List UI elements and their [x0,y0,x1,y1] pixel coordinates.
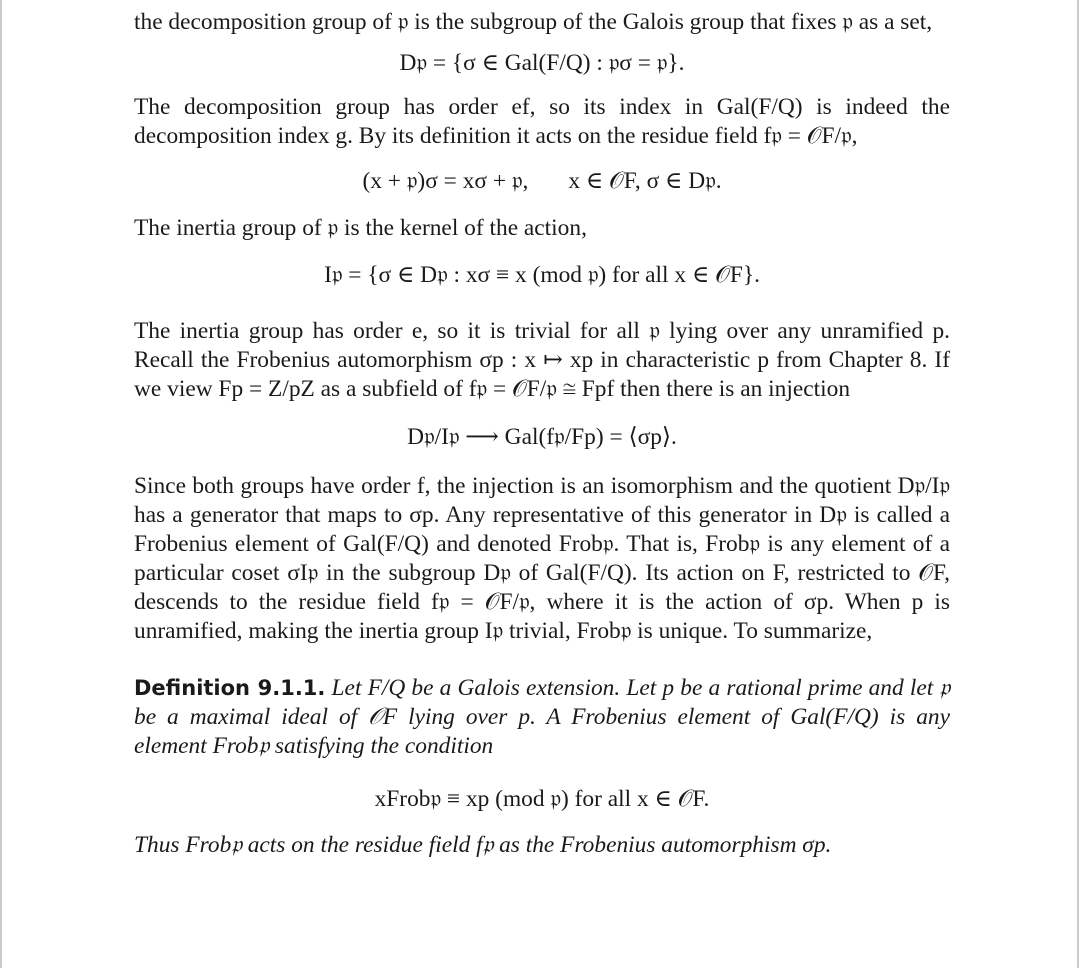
equation-inertia-group: I𝔭 = {σ ∈ D𝔭 : xσ ≡ x (mod 𝔭) for all x ∈ 𝒪F}. [324,262,760,288]
equation-residue-action-left: (x + 𝔭)σ = xσ + 𝔭, [362,168,529,194]
equation-frobenius-condition: xFrob𝔭 ≡ xp (mod 𝔭) for all x ∈ 𝒪F. [374,786,710,812]
page-content [134,8,950,860]
paragraph-frobenius-element: Since both groups have order f, the injection is an isomorphism and the quotient D𝔭/I𝔭 has a generator that maps to σp. Any representative of this generator in D𝔭 is called a Frobenius element of Gal(F/Q) and denoted Frob𝔭. That is, Frob𝔭 is any element of a particular coset σI𝔭 in the subgroup D𝔭 of Gal(F/Q). Its action on F, restricted to 𝒪F, descends to the residue field f𝔭 = 𝒪F/𝔭, where it is the action of σp. When p is unramified, making the inertia group I𝔭 trivial, Frob𝔭 is unique. To summarize, [134,473,950,644]
definition-closing: Thus Frob𝔭 acts on the residue field f𝔭 as the Frobenius automorphism σp. [134,832,832,858]
paragraph-inertia-order: The inertia group has order e, so it is trivial for all 𝔭 lying over any unramified p. Recall the Frobenius automorphism σp : x ↦ xp in characteristic p from Chapter 8. If we view Fp = Z/pZ as a subfield of f𝔭 = 𝒪F/𝔭 ≅ Fpf then there is an injection [134,318,950,402]
equation-residue-action [134,167,950,196]
paragraph-inertia-intro: The inertia group of 𝔭 is the kernel of the action, [134,215,587,241]
definition-block [134,674,950,860]
definition-heading: Definition 9.1.1. [134,676,326,700]
equation-residue-action-right: x ∈ 𝒪F, σ ∈ D𝔭. [568,168,722,194]
paragraph-decomposition-intro: the decomposition group of 𝔭 is the subgroup of the Galois group that fixes 𝔭 as a set, [134,9,933,35]
definition-body: Let F/Q be a Galois extension. Let p be a rational prime and let 𝔭 be a maximal ideal of 𝒪F lying over p. A Frobenius element of Gal(F/Q) is any element Frob𝔭 satisfying the condition [134,675,950,759]
paragraph-decomposition-order: The decomposition group has order ef, so its index in Gal(F/Q) is indeed the decomposition index g. By its definition it acts on the residue field f𝔭 = 𝒪F/𝔭, [134,94,950,149]
equation-injection: D𝔭/I𝔭 ⟶ Gal(f𝔭/Fp) = ⟨σp⟩. [407,424,677,450]
page-border-left [0,0,2,968]
equation-decomposition-group: D𝔭 = {σ ∈ Gal(F/Q) : 𝔭σ = 𝔭}. [399,50,685,76]
